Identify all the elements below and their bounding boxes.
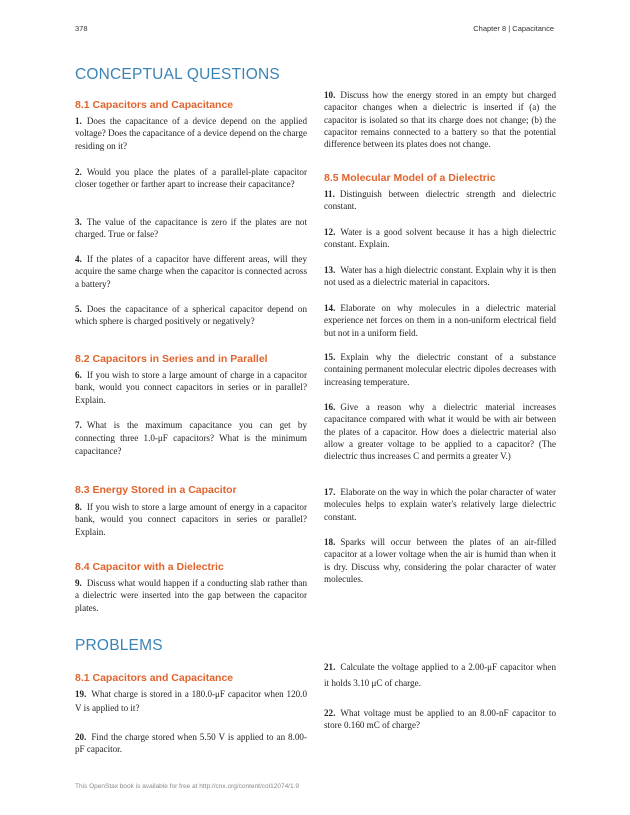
problems-section-heading-8-1: 8.1 Capacitors and Capacitance (75, 672, 234, 684)
question-text: Discuss what would happen if a conducting slab rather than a dielectric were inserted into the gap between the capacitor plates. (75, 578, 307, 613)
section-heading-8-3: 8.3 Energy Stored in a Capacitor (75, 484, 237, 496)
problem-text: Find the charge stored when 5.50 V is applied to an 8.00-pF capacitor. (75, 732, 307, 755)
section-heading-8-4: 8.4 Capacitor with a Dielectric (75, 561, 224, 573)
section-heading-8-5: 8.5 Molecular Model of a Dielectric (324, 172, 496, 184)
question-12 (324, 226, 556, 251)
question-10 (324, 89, 556, 150)
question-number: 11. (324, 189, 335, 199)
question-text: Water is a good solvent because it has a high dielectric constant. Explain. (324, 227, 556, 250)
problems-heading: PROBLEMS (75, 637, 163, 654)
question-4 (75, 253, 307, 290)
question-text: Would you place the plates of a parallel-plate capacitor closer together or farther apart to increase their capacitance? (75, 167, 307, 190)
question-number: 10. (324, 90, 336, 100)
question-text: Water has a high dielectric constant. Explain why it is then not used as a dielectric material in capacitors. (324, 265, 556, 288)
question-text: Does the capacitance of a spherical capacitor depend on which sphere is charged positively or negatively? (75, 304, 307, 327)
problem-number: 20. (75, 732, 87, 742)
page-number: 378 (75, 24, 88, 33)
question-1 (75, 115, 307, 152)
question-text: What is the maximum capacitance you can get by connecting three 1.0-μF capacitors? What is the minimum capacitance? (75, 420, 307, 457)
question-7 (75, 419, 307, 459)
question-number: 12. (324, 227, 336, 237)
question-number: 13. (324, 265, 336, 275)
question-text: Sparks will occur between the plates of an air-filled capacitor at a lower voltage when the air is humid than when it is dry. Discuss why, considering the polar character of water molecules. (324, 537, 556, 584)
question-17 (324, 486, 556, 523)
problem-22 (324, 707, 556, 732)
question-text: Does the capacitance of a device depend on the applied voltage? Does the capacitance of a device depend on the charge residing on it? (75, 116, 307, 151)
question-9 (75, 577, 307, 614)
question-text: Distinguish between dielectric strength and dielectric constant. (324, 189, 556, 212)
question-text: Discuss how the energy stored in an empty but charged capacitor changes when a dielectric is inserted if (a) the capacitor is isolated so that its charge does not change; (b) the capacitor remains connected to a battery so that the potential difference between its plates does not change. (324, 90, 556, 150)
problem-number: 22. (324, 708, 336, 718)
question-number: 6. (75, 370, 82, 380)
problem-21 (324, 660, 556, 691)
question-number: 15. (324, 352, 336, 362)
problem-number: 19. (75, 689, 87, 699)
question-number: 8. (75, 502, 82, 512)
question-text: Explain why the dielectric constant of a substance containing permanent molecular electric dipoles decreases with increasing temperature. (324, 352, 556, 387)
question-14 (324, 302, 556, 339)
problem-text: Calculate the voltage applied to a 2.00-μF capacitor when it holds 3.10 μC of charge. (324, 662, 556, 688)
question-18 (324, 536, 556, 585)
problem-text: What voltage must be applied to an 8.00-nF capacitor to store 0.160 mC of charge? (324, 708, 556, 731)
question-6 (75, 369, 307, 406)
question-number: 4. (75, 254, 82, 264)
question-number: 7. (75, 420, 82, 430)
question-number: 17. (324, 487, 336, 497)
question-2 (75, 166, 307, 191)
question-number: 5. (75, 304, 82, 314)
question-3 (75, 216, 307, 241)
question-8 (75, 501, 307, 538)
question-number: 1. (75, 116, 82, 126)
question-text: If you wish to store a large amount of energy in a capacitor bank, would you connect capacitors in series or parallel? Explain. (75, 502, 307, 537)
question-15 (324, 351, 556, 388)
question-number: 18. (324, 537, 336, 547)
question-text: Elaborate on why molecules in a dielectric material experience net forces on them in a non-uniform electrical field but not in a uniform field. (324, 303, 556, 338)
section-heading-8-2: 8.2 Capacitors in Series and in Parallel (75, 353, 268, 365)
problem-20 (75, 731, 307, 756)
question-number: 16. (324, 402, 336, 412)
question-5 (75, 303, 307, 328)
question-number: 2. (75, 167, 82, 177)
chapter-header: Chapter 8 | Capacitance (473, 24, 554, 33)
question-number: 14. (324, 303, 336, 313)
question-number: 9. (75, 578, 82, 588)
question-11 (324, 188, 556, 213)
question-text: The value of the capacitance is zero if the plates are not charged. True or false? (75, 217, 307, 240)
question-text: If the plates of a capacitor have different areas, will they acquire the same charge when the capacitor is connected across a battery? (75, 254, 307, 289)
question-text: Give a reason why a dielectric material increases capacitance compared with what it would be with air between the plates of a capacitor. How does a dielectric material also allow a greater voltage to be applied to a capacitor? (The dielectric thus increases C and permits a greater V.) (324, 402, 556, 462)
question-number: 3. (75, 217, 82, 227)
problem-19 (75, 688, 307, 715)
section-heading-8-1: 8.1 Capacitors and Capacitance (75, 99, 234, 111)
conceptual-questions-heading: CONCEPTUAL QUESTIONS (75, 66, 280, 83)
problem-text: What charge is stored in a 180.0-μF capacitor when 120.0 V is applied to it? (75, 689, 307, 713)
question-text: If you wish to store a large amount of charge in a capacitor bank, would you connect capacitors in series or in parallel? Explain. (75, 370, 307, 405)
question-text: Elaborate on the way in which the polar character of water molecules helps to explain water's relatively large dielectric constant. (324, 487, 556, 522)
question-13 (324, 264, 556, 289)
question-16 (324, 401, 556, 462)
problem-number: 21. (324, 662, 336, 672)
page-footer: This OpenStax book is available for free at http://cnx.org/content/col12074/1.9 (75, 783, 300, 790)
